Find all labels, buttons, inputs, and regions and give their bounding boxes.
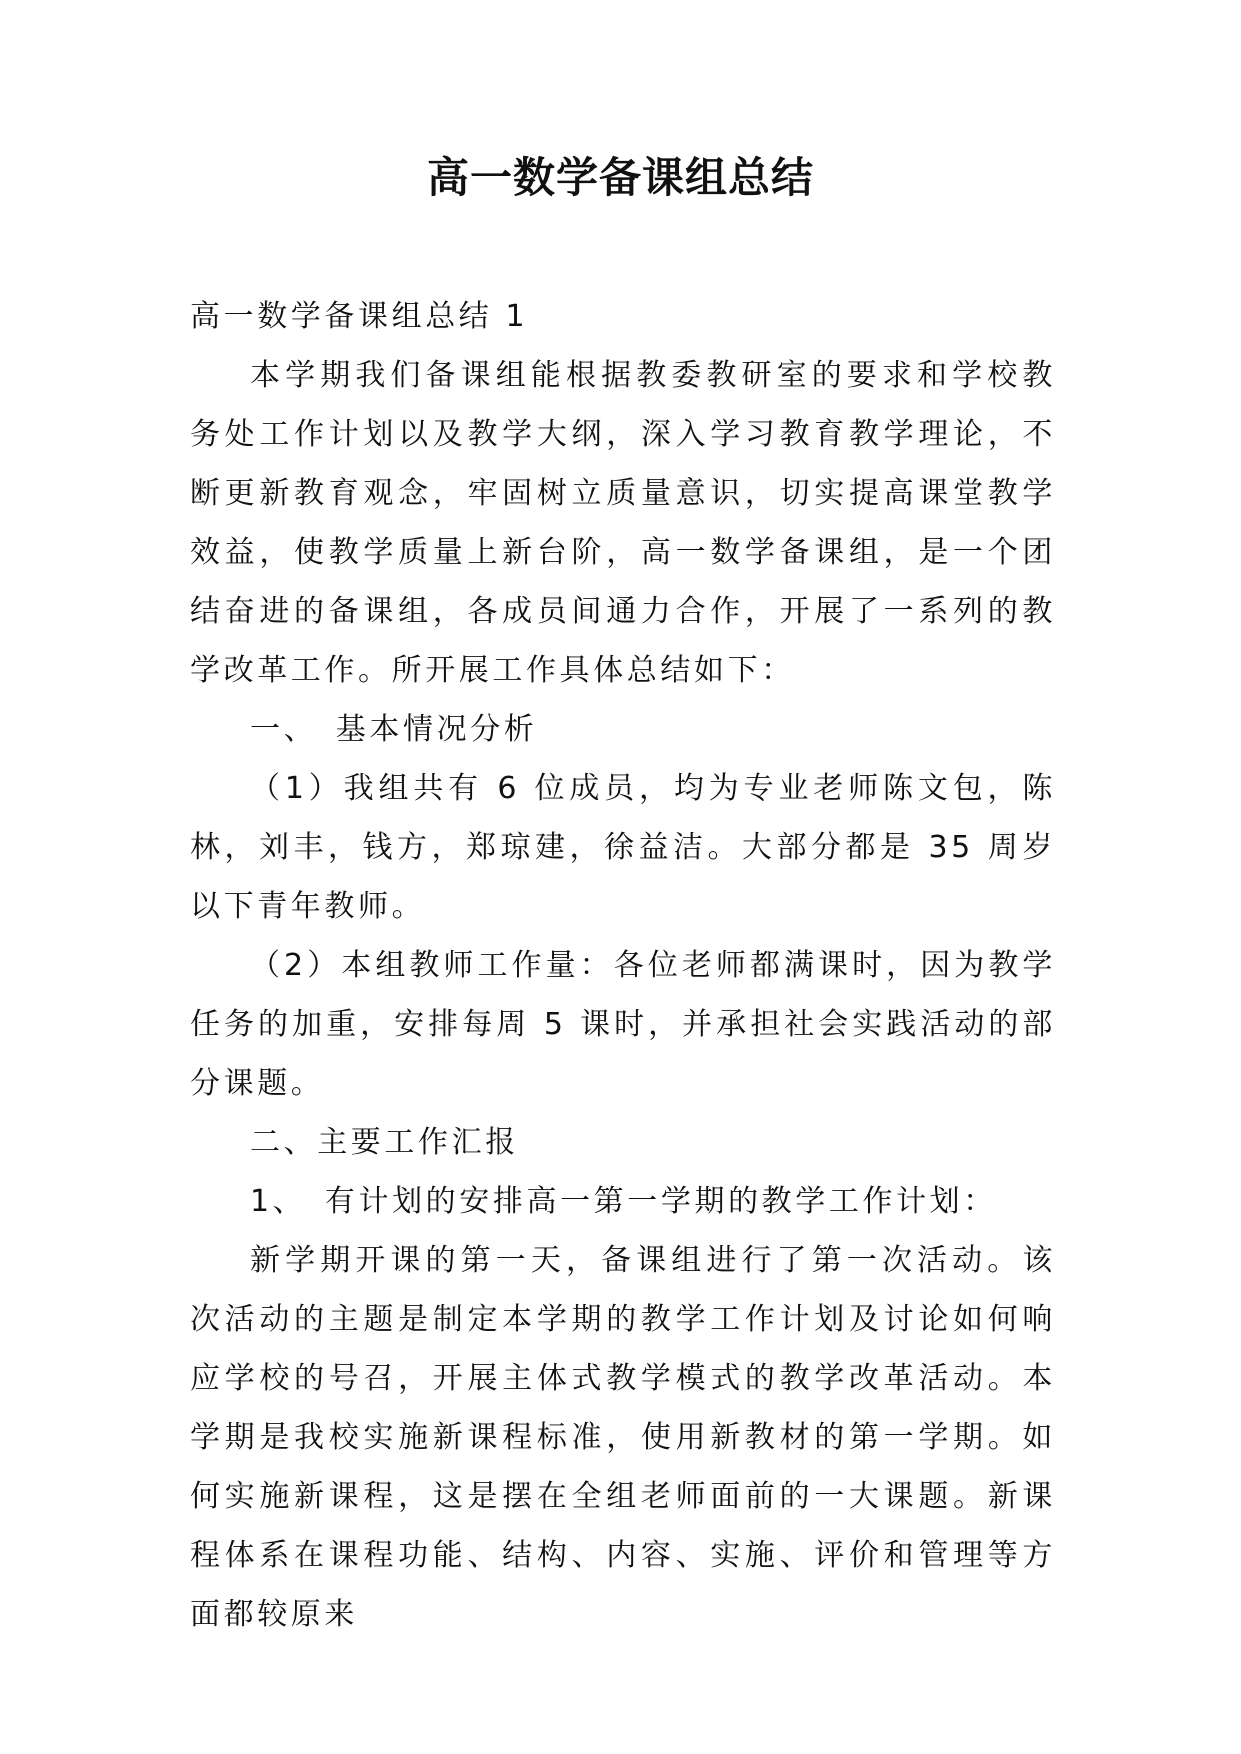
- document-title: 高一数学备课组总结: [426, 153, 814, 202]
- paragraph-members: （1）我组共有 6 位成员，均为专业老师陈文包，陈林，刘丰，钱方，郑琼建，徐益洁。大部分都是 35 周岁以下青年教师。: [190, 771, 1056, 924]
- paragraph-workload: （2）本组教师工作量：各位老师都满课时，因为教学任务的加重，安排每周 5 课时，并承担社会实践活动的部分课题。: [190, 948, 1056, 1101]
- section-heading: 高一数学备课组总结 1: [190, 299, 529, 334]
- heading-main-work: 二、主要工作汇报: [250, 1125, 519, 1160]
- heading-basic-situation: 一、 基本情况分析: [250, 712, 538, 747]
- heading-plan: 1、 有计划的安排高一第一学期的教学工作计划：: [250, 1184, 997, 1219]
- paragraph-intro: 本学期我们备课组能根据教委教研室的要求和学校教务处工作计划以及教学大纲，深入学习教育教学理论，不断更新教育观念，牢固树立质量意识，切实提高课堂教学效益，使教学质量上新台阶，高一数学备课组，是一个团结奋进的备课组，各成员间通力合作，开展了一系列的教学改革工作。所开展工作具体总结如下：: [190, 358, 1056, 688]
- paragraph-first-activity: 新学期开课的第一天，备课组进行了第一次活动。该次活动的主题是制定本学期的教学工作计划及讨论如何响应学校的号召，开展主体式教学模式的教学改革活动。本学期是我校实施新课程标准，使用新教材的第一学期。如何实施新课程，这是摆在全组老师面前的一大课题。新课程体系在课程功能、结构、内容、实施、评价和管理等方面都较原来: [190, 1243, 1056, 1632]
- document-body: [190, 287, 1056, 1644]
